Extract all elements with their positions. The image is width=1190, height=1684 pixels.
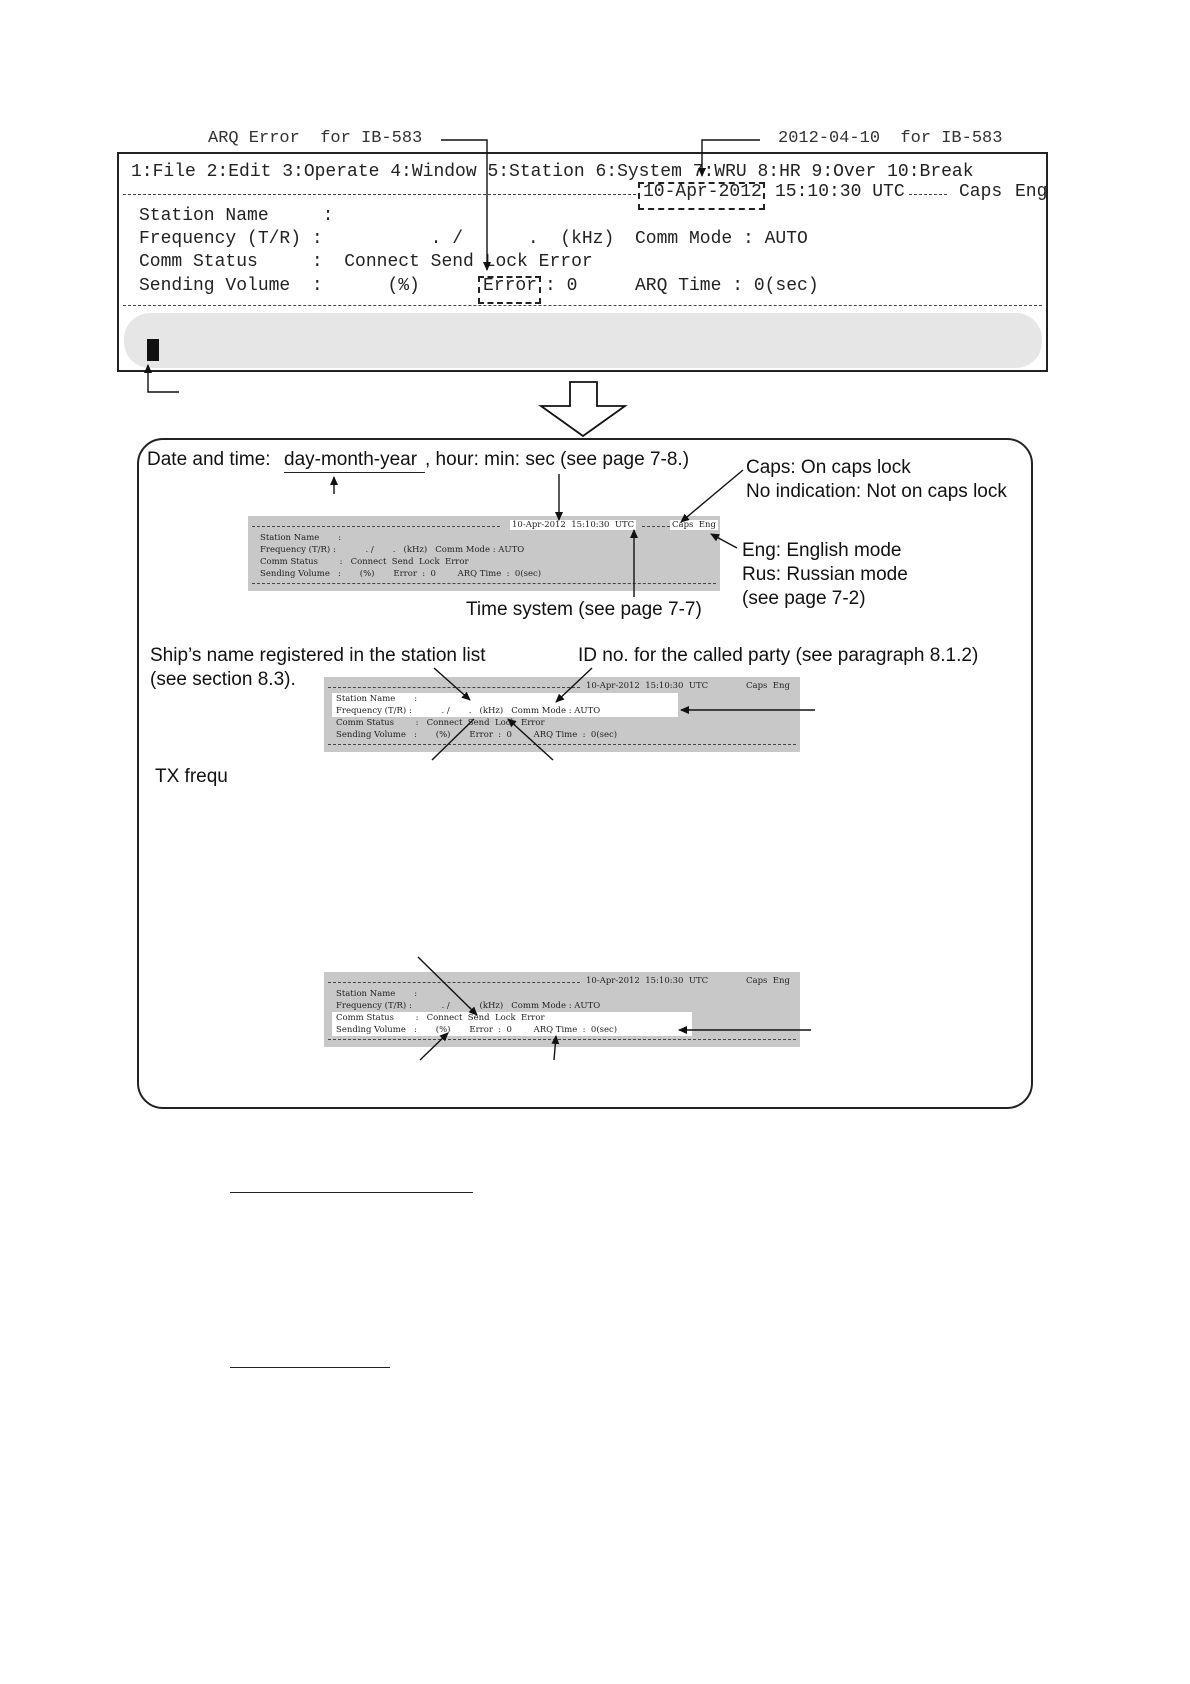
ship-name-arrow bbox=[434, 668, 470, 700]
date-time-label: Date and time: bbox=[147, 449, 276, 470]
mini2-datetime: 10-Apr-2012 15:10:30 UTC bbox=[586, 681, 709, 691]
rx-frequency-arrow bbox=[508, 719, 553, 760]
eng-mode-label: Eng: English mode bbox=[742, 540, 902, 561]
date-format-label: day-month-year bbox=[284, 449, 418, 470]
error-count-arrow bbox=[554, 1036, 556, 1060]
mini1-station-name: Station Name : bbox=[260, 533, 342, 543]
tx-frequency-arrow bbox=[432, 719, 474, 760]
down-arrow-icon bbox=[541, 382, 625, 436]
mini1-sending-volume: Sending Volume : (%) Error : 0 ARQ Time : 0(sec) bbox=[260, 569, 542, 579]
caps-arrow bbox=[681, 470, 743, 522]
arq-error-callout: ARQ Error for IB-583 bbox=[208, 129, 423, 148]
id-number-label: ID no. for the called party (see paragraph 8.1.2) bbox=[578, 645, 979, 666]
rus-mode-label: Rus: Russian mode bbox=[742, 564, 908, 585]
mini1-frequency: Frequency (T/R) : . / . (kHz) Comm Mode : AUTO bbox=[260, 545, 525, 555]
station-name-row: Station Name : bbox=[139, 206, 334, 226]
comm-status-arrow bbox=[418, 957, 477, 1015]
time-system-label: Time system (see page 7-7) bbox=[466, 599, 702, 620]
caps-indicator: Caps bbox=[959, 182, 1003, 202]
mini3-frequency: Frequency (T/R) : . / . (kHz) Comm Mode : AUTO bbox=[336, 1001, 601, 1011]
tx-frequency-label: TX frequ bbox=[155, 766, 228, 787]
mini1-datetime: 10-Apr-2012 15:10:30 UTC bbox=[512, 520, 635, 530]
comm-status-row: Comm Status : Connect Send Lock Error bbox=[139, 252, 593, 272]
eng-arrow bbox=[711, 534, 737, 548]
frequency-row: Frequency (T/R) : . / . (kHz) bbox=[139, 229, 615, 249]
date-leader bbox=[702, 140, 760, 176]
lang-ref-label: (see page 7-2) bbox=[742, 588, 866, 609]
mini3-caps-eng: Caps Eng bbox=[746, 976, 790, 986]
arq-error-leader bbox=[441, 140, 487, 270]
mini2-station-name: Station Name : bbox=[336, 694, 418, 704]
ship-name-label-1: Ship’s name registered in the station list bbox=[150, 645, 486, 666]
mini3-station-name: Station Name : bbox=[336, 989, 418, 999]
arq-time: ARQ Time : 0(sec) bbox=[635, 276, 819, 296]
cursor-leader bbox=[148, 365, 179, 392]
time-format-label: , hour: min: sec (see page 7-8.) bbox=[425, 449, 690, 470]
mini3-sending-volume: Sending Volume : (%) Error : 0 ARQ Time : 0(sec) bbox=[336, 1025, 618, 1035]
id-number-arrow bbox=[556, 668, 592, 702]
mini2-frequency: Frequency (T/R) : . / . (kHz) Comm Mode : AUTO bbox=[336, 706, 601, 716]
mini3-comm-status: Comm Status : Connect Send Lock Error bbox=[336, 1013, 545, 1023]
comm-mode: Comm Mode : AUTO bbox=[635, 229, 808, 249]
mini2-comm-status: Comm Status : Connect Send Lock Error bbox=[336, 718, 545, 728]
caps-off-label: No indication: Not on caps lock bbox=[746, 481, 1007, 502]
mini2-sending-volume: Sending Volume : (%) Error : 0 ARQ Time : 0(sec) bbox=[336, 730, 618, 740]
volume-arrow bbox=[420, 1033, 448, 1060]
error-label: Error bbox=[483, 276, 538, 296]
mini3-datetime: 10-Apr-2012 15:10:30 UTC bbox=[586, 976, 709, 986]
status-time: 15:10:30 UTC bbox=[775, 182, 905, 202]
status-date: 10-Apr-2012 bbox=[643, 182, 762, 202]
mini2-caps-eng: Caps Eng bbox=[746, 681, 790, 691]
error-count: : 0 bbox=[545, 276, 578, 296]
caps-on-label: Caps: On caps lock bbox=[746, 457, 911, 478]
language-indicator: Eng bbox=[1015, 182, 1048, 202]
menu-bar[interactable]: 1:File 2:Edit 3:Operate 4:Window 5:Station 6:System 7:WRU 8:HR 9:Over 10:Break bbox=[131, 162, 974, 182]
date-callout: 2012-04-10 for IB-583 bbox=[778, 129, 1003, 148]
mini1-caps-eng: Caps Eng bbox=[672, 520, 716, 530]
sending-volume-row: Sending Volume : (%) bbox=[139, 276, 420, 296]
ship-name-label-2: (see section 8.3). bbox=[150, 669, 296, 690]
mini1-comm-status: Comm Status : Connect Send Lock Error bbox=[260, 557, 469, 567]
